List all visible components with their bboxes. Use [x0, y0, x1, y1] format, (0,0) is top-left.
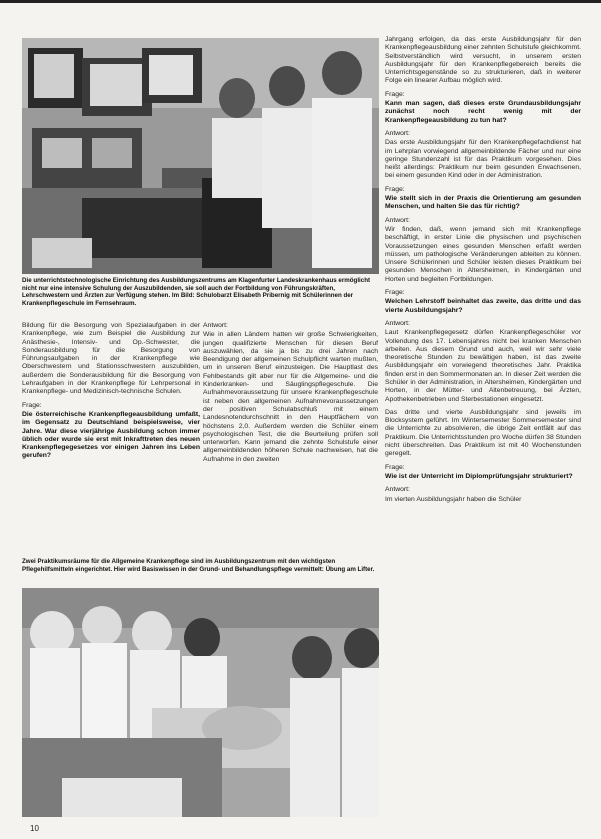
- paragraph: Wie in allen Ländern hatten wir große Schwierigkeiten, jungen qualifizierte Menschen für diesen Beruf auszuwählen, da sie ja bis zu drei Jahren nach Beendigung der allgemeinen Schulpflicht warten mußten, um in unseren Beruf einzusteigen. Die Hauptlast des Fehlbestands gilt aber nur für die Allgemeine- und die Kinderkranken- und Säuglingspflegeschule. Die Aufnahmevoraussetzung für unsere Krankenpflegeschule ist neben den allgemeinen Aufnahmevoraussetzungen der positiven Schulabschluß mit einem Landesnotendurchschnitt in den Hauptfächern von höchstens 2,0. Außerdem werden die Schüler einem psychologischen Test, die die Beurteilung prüfen soll unterworfen. Kann jemand die zehnte Schulstufe einer allgemeinbildenden höheren Schule nachweisen, hat die Aufnahme in den zweiten: [203, 331, 378, 463]
- column-middle: [203, 322, 378, 469]
- page-number: 10: [30, 824, 39, 833]
- answer-label: Antwort:: [203, 322, 228, 329]
- column-left: [22, 322, 200, 466]
- question: Die österreichische Krankenpflegeausbildung umfaßt, im Gegensatz zu Deutschland beispielsweise, vier Jahre. War diese vierjährige Ausbildung schon immer üblich oder wurde sie erst mit Inkrafttreten des neuen Krankenpflegegesetzes vor einigen Jahren ins Leben gerufen?: [22, 410, 200, 460]
- column-right: [385, 36, 581, 509]
- answer-label: Antwort:: [385, 129, 410, 137]
- paragraph: Jahrgang erfolgen, da das erste Ausbildungsjahr für den Krankenpflegeausbildung einer zehnten Schulstufe gleichkommt. Selbstverständlich wird versucht, in unserem ersten Ausbildungsjahr für den Krankenpflegebereich bereits die Unterrichtsgegenstände so zu strukturieren, daß in weiterer Folge ein linearer Aufbau möglich wird.: [385, 36, 581, 85]
- question-label: Frage:: [385, 185, 405, 193]
- top-rule: [0, 0, 601, 3]
- caption-bottom: Zwei Praktikumsräume für die Allgemeine Krankenpflege sind im Ausbildungszentrum mit den wichtigsten Pflegehilfsmitteln eingerichtet. Hier wird Basiswissen in der Grund- und Behandlungspflege vermittelt: Übung am Lifter.: [22, 558, 375, 573]
- photo-tv-room-image: [22, 38, 379, 274]
- photo-practice-room: [22, 588, 379, 817]
- answer-label: Antwort:: [385, 486, 410, 494]
- question-label: Frage:: [22, 401, 42, 409]
- question-label: Frage:: [385, 463, 405, 471]
- caption-top: Die unterrichtstechnologische Einrichtung des Ausbildungszentrums am Klagenfurter Landeskrankenhaus ermöglicht nicht nur eine intensive Schulung der Auszubildenden, sie soll auch der Fortbildung von Führungskräften, Lehrschwestern und Ärzten zur Verfügung stehen. Im Bild: Schulobarzt Elisabeth Pribernig mit Schülerinnen der Krankenpflegeschule im Fernsehraum.: [22, 277, 371, 307]
- question: Wie ist der Unterricht im Diplomprüfungsjahr strukturiert?: [385, 472, 573, 480]
- answer-label: Antwort:: [385, 319, 410, 327]
- paragraph: Laut Krankenpflegegesetz dürfen Krankenpflegeschüler vor Vollendung des 17. Lebensjahres nicht bei kranken Menschen arbeiten. Aus diesem Grund und auch, weil wir sehr viele theoretische Stunden zu bewältigen haben, ist das zweite Ausbildungsjahr ein vorwiegend theoretisches Jahr. Praktika finden erst in den Sommermonaten an. In dieser Zeit werden die Schüler in der Administration, in Altersheimen, Kindergärten und Horten, in der Mütter- und Altenbetreuung, bei Ärzten, Apothekenbetrieben und Sterbestationen eingesetzt.: [385, 329, 581, 403]
- paragraph: Wir finden, daß, wenn jemand sich mit Krankenpflege beschäftigt, in erster Linie die physischen und psychischen Voraussetzungen eines gesunden Menschen erfaßt werden müssen, um pathologische Veränderungen ableiten zu können. Unsere Schülerinnen und Schüler leisten dieses Praktikum bei gesunden Menschen in Altersheimen, in Kindergärten und Horten und begleiten Fortbildungen.: [385, 225, 581, 283]
- question: Welchen Lehrstoff beinhaltet das zweite, das dritte und das vierte Ausbildungsjahr?: [385, 298, 581, 314]
- photo-tv-room: [22, 38, 379, 274]
- question-label: Frage:: [385, 90, 405, 98]
- paragraph: Das dritte und vierte Ausbildungsjahr sind jeweils im Blocksystem geführt. Im Wintersemester Sommersemester sind die Unterrichte zu absolvieren, die übrige Zeit entfällt auf das Praktikum. Die Unterrichtsstunden pro Woche dürfen 38 Stunden nicht überschreiten. Das Praktikum ist mit 40 Wochenstunden geregelt.: [385, 408, 581, 458]
- paragraph: Das erste Ausbildungsjahr für den Krankenpflegefachdienst hat im Lehrplan vorwiegend allgemeinbildende Fächer und nur eine geringe Stundenzahl ist für das Praktikum vorgesehen. Dies heißt allerdings: Praktikum nur beim gesunden Erwachsenen, bei einem gesunden Kind oder in der Administration.: [385, 139, 581, 180]
- photo-practice-room-image: [22, 588, 379, 817]
- answer-label: Antwort:: [385, 216, 410, 224]
- paragraph: Bildung für die Besorgung von Spezialaufgaben in der Krankenpflege, wie zum Beispiel die Ausbildung zur Anästhesie-, Intensiv- und Op.-Schwester, die Sonderausbildung für die Besorgung von Führungsaufgaben in der Krankenpflege wie Oberschwestern und Stationsschwestern auszubilden, außerdem die Sonderausbildung für die Besorgung von Lehraufgaben in der Krankenpflege für Lehrpersonal in Krankenpflege- und Medizinisch-technische Schulen.: [22, 322, 200, 396]
- question: Kann man sagen, daß dieses erste Grundausbildungsjahr zunächst noch recht wenig mit der Krankenpflegeausbildung zu tun hat?: [385, 100, 581, 124]
- paragraph: Im vierten Ausbildungsjahr haben die Schüler: [385, 495, 522, 503]
- question: Wie stellt sich in der Praxis die Orientierung am gesunden Menschen, und halten Sie das für richtig?: [385, 195, 581, 211]
- question-label: Frage:: [385, 289, 405, 297]
